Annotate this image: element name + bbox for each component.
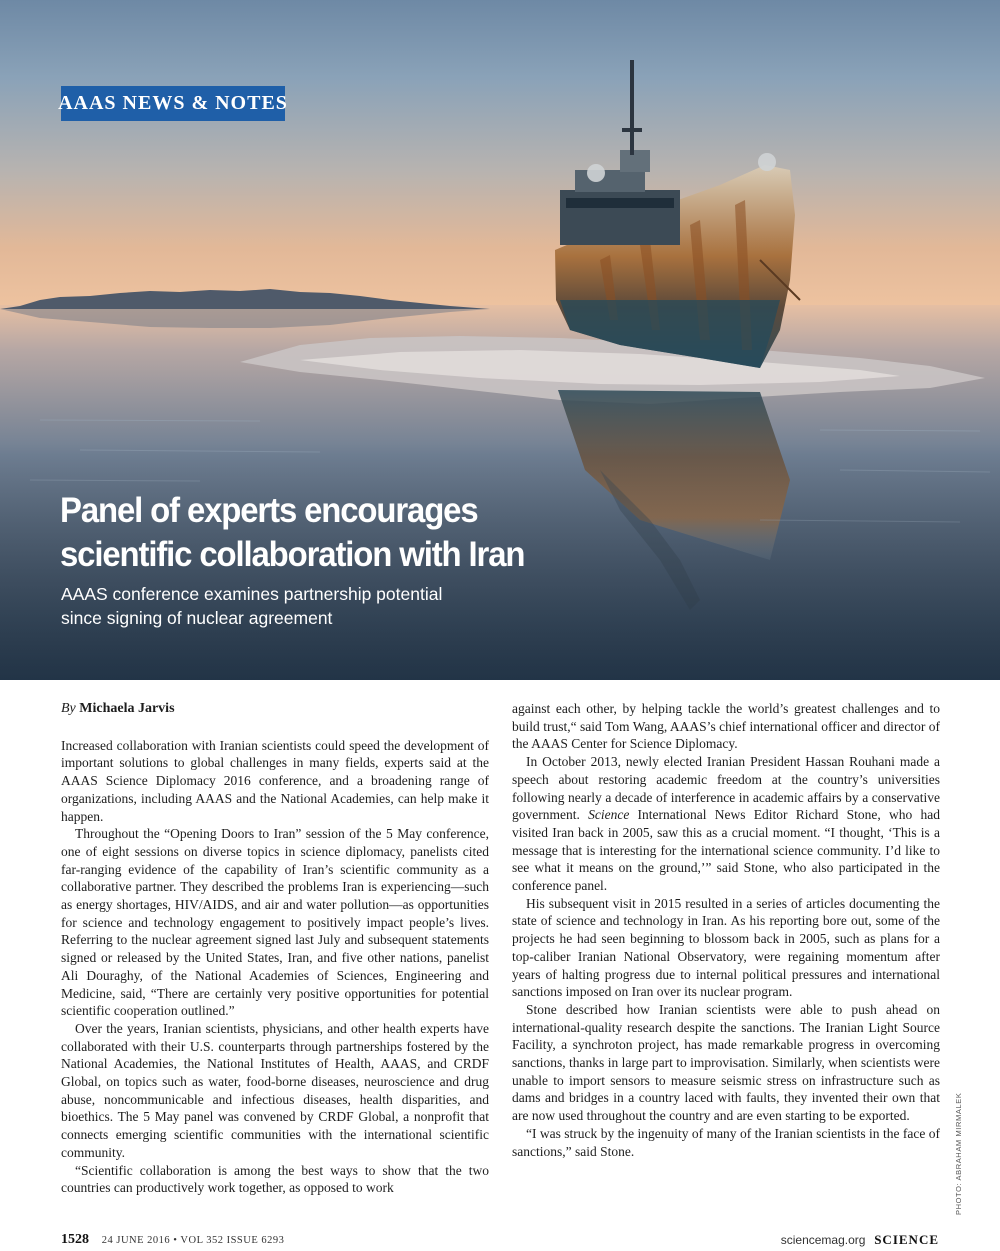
footer-left: [61, 1232, 284, 1248]
publication-name: Science: [588, 807, 630, 823]
page-footer: [61, 1232, 939, 1248]
paragraph-5: against each other, by helping tackle the world’s greatest challenges and to build trust,“ said Tom Wang, AAAS’s chief international officer and director of the AAAS Center for Science Diplomacy.: [512, 701, 940, 752]
byline-prefix: By: [61, 701, 76, 716]
paragraph-2: Throughout the “Opening Doors to Iran” session of the 5 May conference, one of eight sessions on diverse topics in science diplomacy, panelists cited far-ranging evidence of the capability of Iran’s scientific community as a collaborative partner. They described the problems Iran is experiencing—such as energy shortages, HIV/AIDS, and air and water pollution—as opportunities for science and technology engagement to positively impact people’s lives. Referring to the nuclear agreement signed last July and subsequent statements signed or released by the United States, Iran, and five other nations, panelist Ali Douraghy, of the National Academies of Sciences, Engineering and Medicine, said, “There are certainly very positive opportunities for potential scientific cooperation outlined.”: [61, 826, 489, 1019]
paragraph-8: Stone described how Iranian scientists were able to push ahead on international-quality research despite the sanctions. The Iranian Light Source Facility, a synchroton project, has made remarkable progress in overcoming sanctions, thanks in large part to improvisation. Similarly, when scientists were unable to import sensors to measure seismic stress on infrastructure such as dams and bridges in a country laced with faults, they invented their own that are now used throughout the country and are even starting to be exported.: [512, 1001, 940, 1124]
headline: [60, 489, 586, 577]
byline-author: Michaela Jarvis: [79, 701, 175, 716]
subheadline-line-1: AAAS conference examines partnership potential: [61, 584, 443, 604]
section-tag: AAAS NEWS & NOTES: [61, 86, 285, 121]
paragraph-9: “I was struck by the ingenuity of many of the Iranian scientists in the face of sanctions,” said Stone.: [512, 1125, 940, 1159]
journal-brand: SCIENCE: [874, 1232, 939, 1247]
website-link[interactable]: sciencemag.org: [780, 1233, 866, 1247]
article-column-right: [512, 700, 940, 1160]
paragraph-6-part-a: In October 2013, newly elected Iranian President Hassan Rouhani made a speech about restoring academic freedom at the country’s universities following nearly a decade of interference in academic affairs by a conservative government.: [512, 754, 940, 823]
paragraph-6-part-b: International News Editor Richard Stone, who had visited Iran back in 2005, saw this as a crucial moment. “I thought, ‘This is a message that is interesting for the international science community. I’d like to see what it means on the ground,’” said Stone, who also participated in the conference panel.: [512, 807, 941, 894]
byline: [61, 700, 489, 718]
subheadline: [61, 582, 581, 630]
paragraph-1: Increased collaboration with Iranian scientists could speed the development of important solutions to global challenges in many fields, experts said at the AAAS Science Diplomacy 2016 conference, and a broadening range of organizations, including AAAS and the National Academies, can help make it happen.: [61, 737, 489, 824]
headline-line-2: scientific collaboration with Iran: [60, 535, 525, 574]
subheadline-line-2: since signing of nuclear agreement: [61, 608, 333, 628]
page-number: 1528: [61, 1232, 89, 1247]
issue-info: 24 JUNE 2016 • VOL 352 ISSUE 6293: [101, 1235, 285, 1246]
paragraph-6: [512, 753, 940, 895]
paragraph-4: “Scientific collaboration is among the best ways to show that the two countries can productively work together, as opposed to work: [61, 1162, 489, 1196]
headline-line-1: Panel of experts encourages: [60, 491, 478, 530]
paragraph-3: Over the years, Iranian scientists, physicians, and other health experts have collaborated with their U.S. counterparts through partnerships fostered by the National Academies, the National Institutes of Health, AAAS, and CRDF Global, on topics such as water, food-borne diseases, neuroscience and drug abuse, noncommunicable and infectious diseases, health disparities, and bioethics. The 5 May panel was convened by CRDF Global, a nonprofit that connects emerging scientific communities with the international scientific community.: [61, 1020, 489, 1160]
footer-right: [781, 1232, 939, 1248]
article-column-left: [61, 700, 489, 1197]
paragraph-7: His subsequent visit in 2015 resulted in a series of articles documenting the state of science and technology in Iran. As his reporting bore out, some of the projects he had seen beginning to blossom back in 2005, such as plans for a top-caliber Iranian National Observatory, were regaining momentum after years of halting progress due to internal political pressures and international sanctions imposed on Iran over its nuclear program.: [512, 895, 940, 1000]
photo-credit: PHOTO: ABRAHAM MIRMALEK: [954, 1092, 963, 1215]
